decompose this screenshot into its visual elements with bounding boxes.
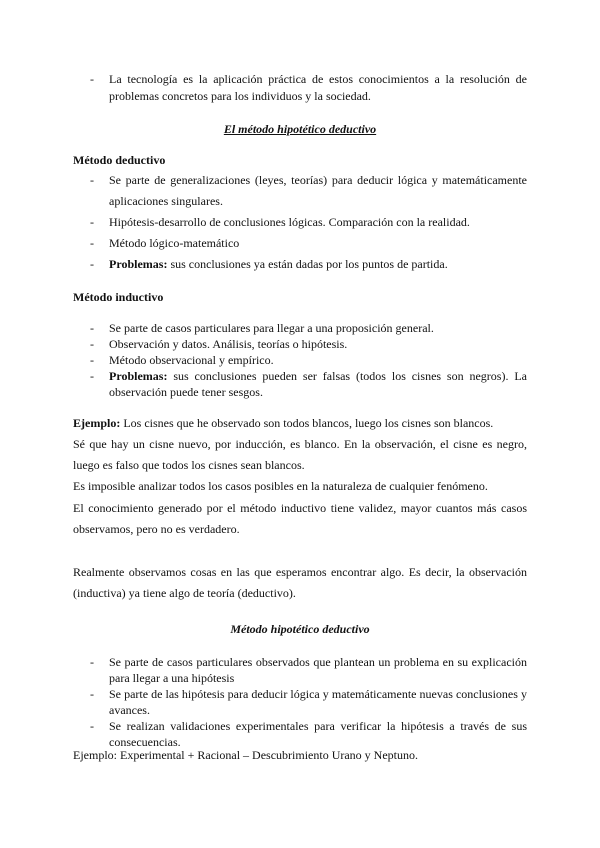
section-title-hipotetico: El método hipotético deductivo [223,122,377,136]
list-item: - La tecnología es la aplicación práctica de estos conocimientos a la resolución de problemas concretos para los individuos y la sociedad. [90,71,527,105]
ejemplo-text: Los cisnes que he observado son todos blancos, luego los cisnes son blancos. [123,416,494,430]
list-item: - Se parte de generalizaciones (leyes, teorías) para deducir lógica y matemáticamente aplicaciones singulares. [90,170,527,212]
section-title-hipotetico-deductivo: Método hipotético deductivo [230,622,370,636]
list-item: - Observación y datos. Análisis, teorías o hipótesis. [90,336,527,352]
inductivo-list [90,320,527,400]
ejemplo-final: Ejemplo: Experimental + Racional – Descubrimiento Urano y Neptuno. [73,748,419,762]
list-item: - Hipótesis-desarrollo de conclusiones lógicas. Comparación con la realidad. [90,212,527,233]
paragraph: El conocimiento generado por el método inductivo tiene validez, mayor cuantos más casos observamos, pero no es verdadero. [73,501,527,536]
problem-text: sus conclusiones pueden ser falsas (todos los cisnes son negros). La observación puede tener sesgos. [109,369,527,399]
heading-metodo-inductivo: Método inductivo [73,290,164,304]
paragraph: Sé que hay un cisne nuevo, por inducción, es blanco. En la observación, el cisne es negro, luego es falso que todos los cisnes sean blancos. [73,437,527,472]
list-item: - Se parte de casos particulares para llegar a una proposición general. [90,320,527,336]
problem-label: Problemas: [109,257,168,271]
list-item: - Se realizan validaciones experimentales para verificar la hipótesis a través de sus consecuencias. [90,718,527,750]
list-item [90,368,527,400]
ejemplo-label: Ejemplo: [73,416,121,430]
problem-text: sus conclusiones ya están dadas por los puntos de partida. [170,257,448,271]
intro-list [90,71,527,105]
problem-label: Problemas: [109,369,168,383]
deductivo-list [90,170,527,275]
hipotetico-list [90,654,527,750]
list-item: - Método observacional y empírico. [90,352,527,368]
heading-metodo-deductivo: Método deductivo [73,153,166,167]
list-item: - Se parte de las hipótesis para deducir lógica y matemáticamente nuevas conclusiones y avances. [90,686,527,718]
list-item [90,254,527,275]
paragraph: Es imposible analizar todos los casos posibles en la naturaleza de cualquier fenómeno. [73,479,488,493]
ejemplo-paragraph [73,413,527,434]
list-item: - Método lógico-matemático [90,233,527,254]
realmente-paragraph: Realmente observamos cosas en las que esperamos encontrar algo. Es decir, la observación (inductiva) ya tiene algo de teoría (deductivo). [73,565,527,600]
list-item: - Se parte de casos particulares observados que plantean un problema en su explicación para llegar a una hipótesis [90,654,527,686]
